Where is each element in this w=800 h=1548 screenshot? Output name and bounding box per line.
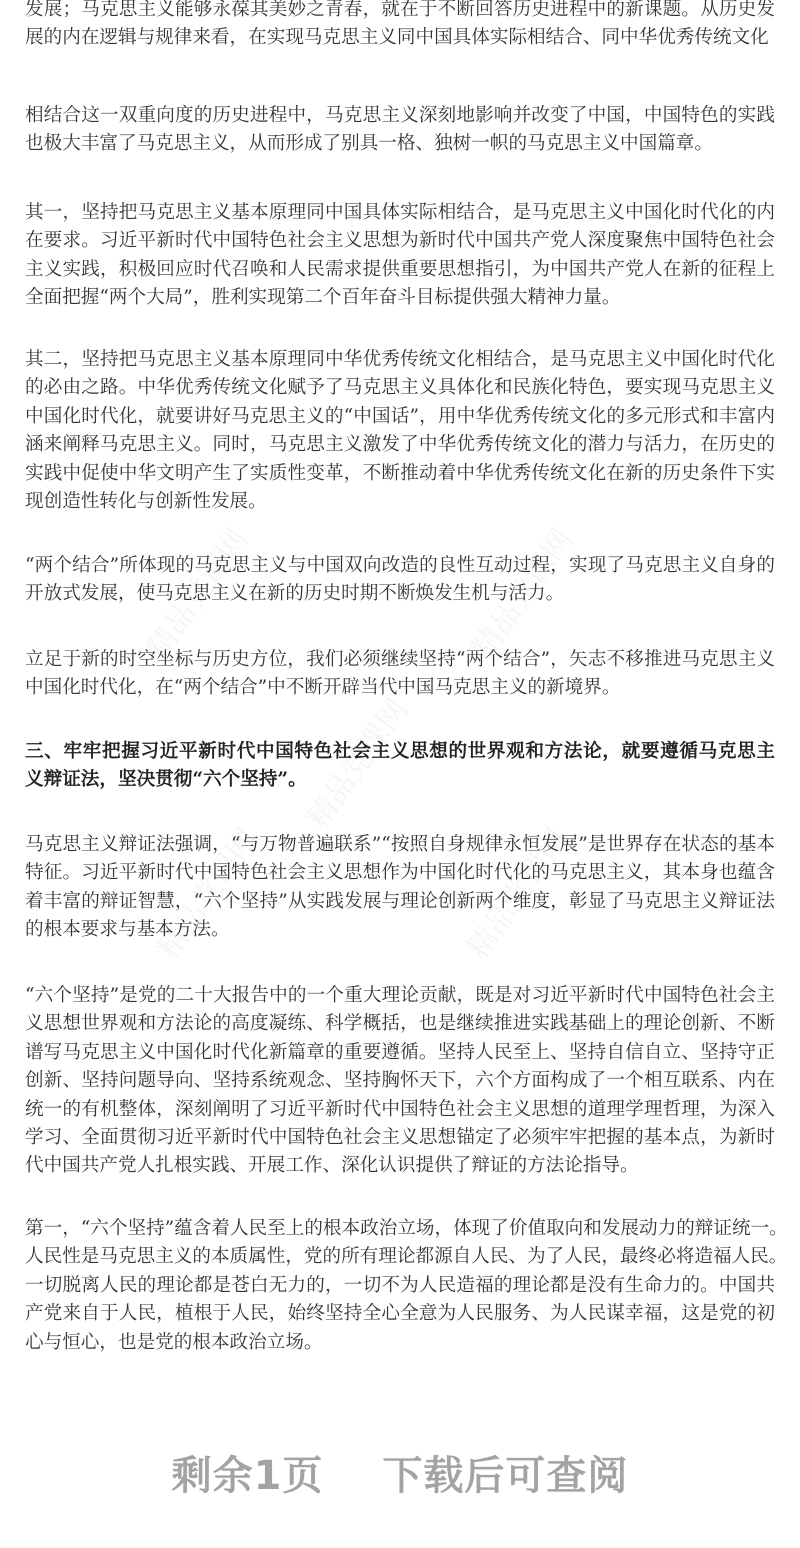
paragraph [25, 552, 775, 609]
download-to-view-label: 下载后可查阅 [382, 1453, 629, 1499]
text-line: “六个坚持”是党的二十大报告中的一个重大理论贡献，既是对习近平新时代中国特色社会主 [25, 985, 775, 1006]
text-line: 产党来自于人民，植根于人民，始终坚持全心全意为人民服务、为人民谋幸福，这是党的初 [25, 1303, 775, 1325]
text-line: 人民性是马克思主义的本质属性，党的所有理论都源自人民、为了人民，最终必将造福人民。 [25, 1246, 788, 1268]
text-line: 开放式发展，使马克思主义在新的历史时期不断焕发生机与活力。 [25, 583, 565, 605]
text-line: 主义实践，积极回应时代召唤和人民需求提供重要思想指引，为中国共产党人在新的征程上 [25, 258, 775, 280]
text-line: 谱写马克思主义中国化时代化新篇章的重要遵循。坚持人民至上、坚持自信自立、坚持守正 [25, 1041, 775, 1063]
text-line: 的必由之路。中华优秀传统文化赋予了马克思主义具体化和民族化特色，要实现马克思主义 [25, 377, 775, 399]
text-line: 学习、全面贯彻习近平新时代中国特色社会主义思想锚定了必须牢牢把握的基本点，为新时 [25, 1127, 775, 1149]
paragraph [25, 831, 775, 945]
text-line: 特征。习近平新时代中国特色社会主义思想作为中国化时代化的马克思主义，其本身也蕴含 [25, 862, 775, 884]
paragraph [25, 346, 775, 516]
text-line: 一切脱离人民的理论都是苍白无力的，一切不为人民造福的理论都是没有生命力的。中国共 [25, 1274, 775, 1296]
text-line: 全面把握“两个大局”，胜利实现第二个百年奋斗目标提供强大精神力量。 [25, 287, 621, 309]
text-line: 现创造性转化与创新性发展。 [25, 491, 267, 513]
paragraph [25, 0, 775, 53]
text-line: 义思想世界观和方法论的高度凝练、科学概括，也是继续推进实践基础上的理论创新、不断 [25, 1013, 775, 1035]
text-line: 涵来阐释马克思主义。同时，马克思主义激发了中华优秀传统文化的潜力与活力，在历史的 [25, 434, 775, 456]
text-line: 立足于新的时空坐标与历史方位，我们必须继续坚持“两个结合”，矢志不移推进马克思主义 [25, 649, 775, 670]
text-line: 其二，坚持把马克思主义基本原理同中华优秀传统文化相结合，是马克思主义中国化时代化 [25, 349, 775, 370]
text-line: 中国化时代化，就要讲好马克思主义的“中国话”，用中华优秀传统文化的多元形式和丰富内 [25, 405, 775, 427]
text-line: 的根本要求与基本方法。 [25, 919, 230, 941]
text-line: 心与恒心，也是党的根本政治立场。 [25, 1331, 323, 1353]
text-line: 第一，“六个坚持”蕴含着人民至上的根本政治立场，体现了价值取向和发展动力的辩证统一。 [25, 1218, 788, 1239]
paragraph [25, 646, 775, 703]
paragraph [25, 199, 775, 313]
download-banner[interactable] [0, 1444, 800, 1501]
text-line: 在要求。习近平新时代中国特色社会主义思想为新时代中国共产党人深度聚焦中国特色社会 [25, 230, 775, 252]
text-line: 展的内在逻辑与规律来看，在实现马克思主义同中国具体实际相结合、同中华优秀传统文化 [25, 27, 769, 49]
paragraph [25, 1215, 788, 1357]
text-line: “两个结合”所体现的马克思主义与中国双向改造的良性互动过程，实现了马克思主义自身的 [25, 555, 775, 576]
text-line: 着丰富的辩证智慧，“六个坚持”从实践发展与理论创新两个维度，彰显了马克思主义辩证法 [25, 890, 775, 912]
text-line: 马克思主义辩证法强调，“与万物普遍联系”“按照自身规律永恒发展”是世界存在状态的基本 [25, 834, 775, 855]
text-line: 相结合这一双重向度的历史进程中，马克思主义深刻地影响并改变了中国，中国特色的实践 [25, 105, 775, 126]
text-line: 代中国共产党人扎根实践、开展工作、深化认识提供了辩证的方法论指导。 [25, 1155, 639, 1177]
paragraph [25, 982, 775, 1181]
remaining-pages-label: 剩余1页 [171, 1453, 324, 1499]
text-line: 三、牢牢把握习近平新时代中国特色社会主义思想的世界观和方法论，就要遵循马克思主 [25, 741, 775, 762]
text-line: 中国化时代化，在“两个结合”中不断开辟当代中国马克思主义的新境界。 [25, 677, 621, 699]
text-line: 实践中促使中华文明产生了实质性变革，不断推动着中华优秀传统文化在新的历史条件下实 [25, 462, 775, 484]
section-heading [25, 738, 775, 795]
paragraph [25, 102, 775, 159]
text-line: 统一的有机整体，深刻阐明了习近平新时代中国特色社会主义思想的道理学理哲理，为深入 [25, 1098, 775, 1120]
text-line: 创新、坚持问题导向、坚持系统观念、坚持胸怀天下，六个方面构成了一个相互联系、内在 [25, 1070, 775, 1092]
text-line: 发展；马克思主义能够永葆其美妙之青春，就在于不断回答历史进程中的新课题。从历史发 [25, 0, 775, 20]
text-line: 也极大丰富了马克思主义，从而形成了别具一格、独树一帜的马克思主义中国篇章。 [25, 133, 713, 155]
text-line: 义辩证法，坚决贯彻“六个坚持”。 [25, 769, 307, 791]
text-line: 其一，坚持把马克思主义基本原理同中国具体实际相结合，是马克思主义中国化时代化的内 [25, 202, 775, 223]
